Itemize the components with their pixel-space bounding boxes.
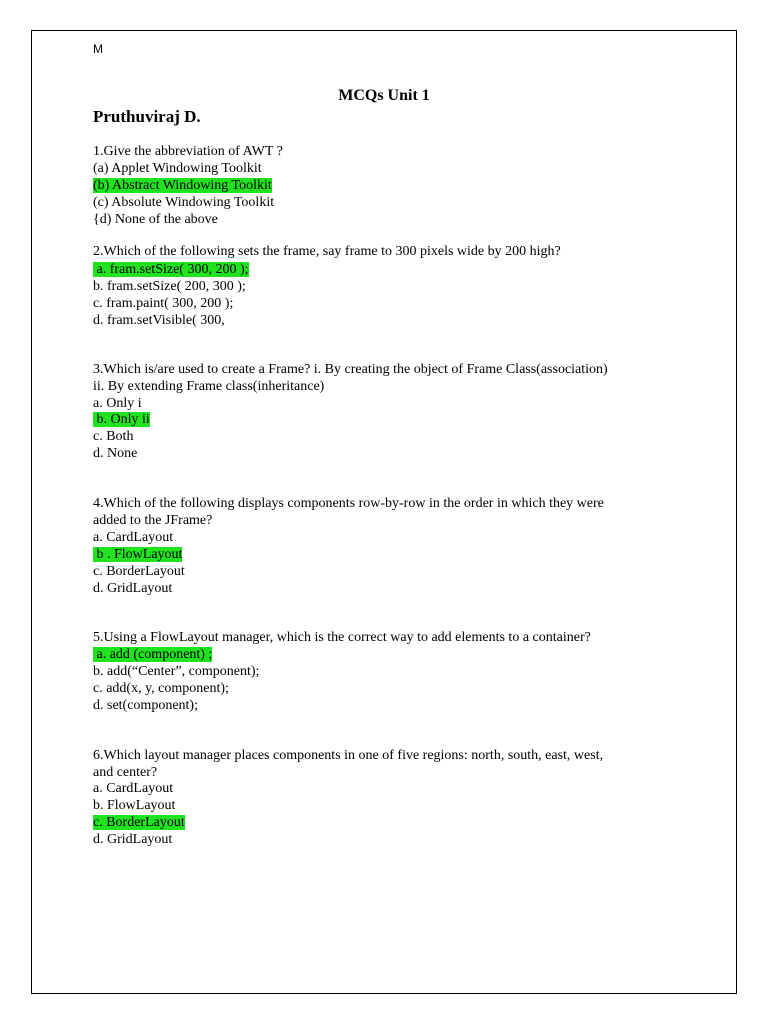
answer-highlight: b. Only ii — [93, 412, 150, 427]
answer-highlight: b . FlowLayout — [93, 547, 183, 562]
question-4-option-a: a. CardLayout — [93, 530, 174, 545]
question-4-option-c: c. BorderLayout — [93, 564, 185, 579]
question-2-option-b: b. fram.setSize( 200, 300 ); — [93, 279, 246, 294]
question-5-option-b: b. add(“Center”, component); — [93, 664, 260, 679]
answer-highlight: (b) Abstract Windowing Toolkit — [93, 178, 272, 193]
question-2-option-d: d. fram.setVisible( 300, — [93, 313, 225, 328]
question-2-option-a-answer — [93, 262, 249, 278]
question-1-option-b-answer — [93, 178, 272, 194]
corner-mark: M — [93, 42, 103, 56]
question-6-option-d: d. GridLayout — [93, 832, 173, 847]
question-3-option-d: d. None — [93, 446, 138, 461]
answer-highlight: a. fram.setSize( 300, 200 ); — [93, 262, 249, 277]
question-3-text-line-2: ii. By extending Frame class(inheritance) — [93, 379, 325, 394]
question-1-option-a: (a) Applet Windowing Toolkit — [93, 161, 262, 176]
question-4-text-line-2: added to the JFrame? — [93, 513, 213, 528]
question-6-text-line-1: 6.Which layout manager places components in one of five regions: north, south, east, west, — [93, 748, 604, 763]
question-1-option-d: {d) None of the above — [93, 212, 218, 227]
question-5-option-c: c. add(x, y, component); — [93, 681, 229, 696]
question-5-text: 5.Using a FlowLayout manager, which is the correct way to add elements to a container? — [93, 630, 591, 645]
question-3-option-a: a. Only i — [93, 396, 142, 411]
question-6-option-c-answer — [93, 815, 185, 831]
question-4-option-d: d. GridLayout — [93, 581, 173, 596]
question-3-option-c: c. Both — [93, 429, 134, 444]
question-6-option-a: a. CardLayout — [93, 781, 174, 796]
question-1-option-c: (c) Absolute Windowing Toolkit — [93, 195, 275, 210]
page-title: MCQs Unit 1 — [338, 87, 430, 104]
question-1-text: 1.Give the abbreviation of AWT ? — [93, 144, 283, 159]
question-6-text-line-2: and center? — [93, 765, 158, 780]
question-2-option-c: c. fram.paint( 300, 200 ); — [93, 296, 234, 311]
answer-highlight: c. BorderLayout — [93, 815, 185, 830]
author-name: Pruthuviraj D. — [93, 107, 201, 126]
question-2-text: 2.Which of the following sets the frame, say frame to 300 pixels wide by 200 high? — [93, 244, 561, 259]
answer-highlight: a. add (component) ; — [93, 647, 213, 662]
question-6-option-b: b. FlowLayout — [93, 798, 176, 813]
question-3-option-b-answer — [93, 412, 150, 428]
question-4-text-line-1: 4.Which of the following displays components row-by-row in the order in which they were — [93, 496, 604, 511]
question-5-option-a-answer — [93, 647, 212, 663]
question-4-option-b-answer — [93, 547, 182, 563]
question-5-option-d: d. set(component); — [93, 698, 198, 713]
question-3-text-line-1: 3.Which is/are used to create a Frame? i. By creating the object of Frame Class(association) — [93, 362, 608, 377]
